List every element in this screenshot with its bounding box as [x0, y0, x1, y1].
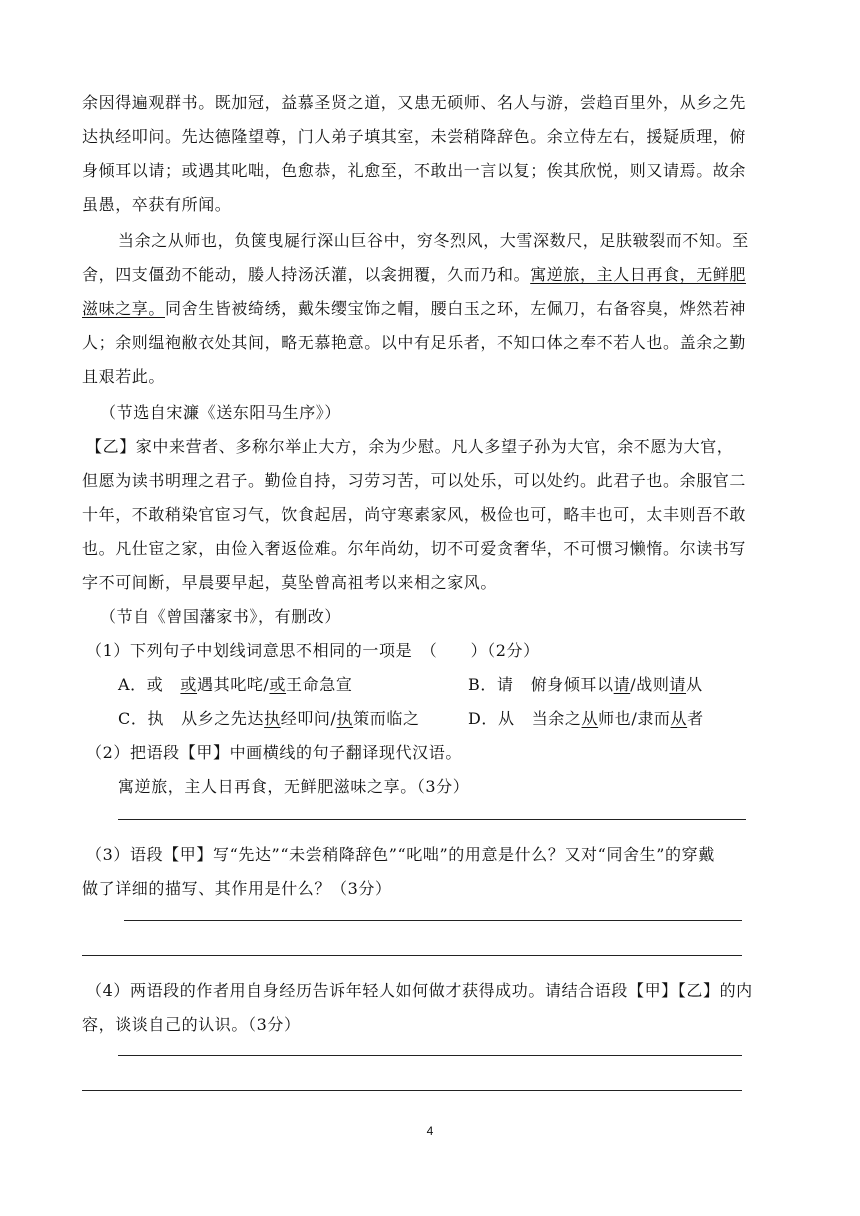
page-number: 4 — [426, 1124, 434, 1138]
passage-jia-line-3: 身倾耳以请；或遇其叱咄，色愈恭，礼愈至，不敢出一言以复；俟其欣悦，则又请焉。故余 — [82, 161, 747, 180]
passage-jia-line-8: 人；余则缊袍敝衣处其间，略无慕艳意。以中有足乐者，不知口体之奉不若人也。盖余之勤 — [82, 333, 747, 352]
passage-jia-line-5: 当余之从师也，负箧曳屣行深山巨谷中，穷冬烈风，大雪深数尺，足肤皲裂而不知。至 — [118, 231, 749, 250]
question-1-option-b — [468, 672, 703, 695]
option-d-underlined-2: 从 — [670, 709, 688, 728]
question-3-line-1: （3）语段【甲】写“先达”“未尝稍降辞色”“叱咄”的用意是什么？又对“同舍生”的穿戴 — [86, 845, 715, 864]
passage-jia-source: （节选自宋濂《送东阳马生序》） — [100, 403, 342, 422]
option-a-label: A．或 — [118, 675, 164, 694]
passage-jia-line-1: 余因得遍观群书。既加冠，益慕圣贤之道，又患无硕师、名人与游，尝趋百里外，从乡之先 — [82, 93, 747, 112]
option-a-underlined-2: 或 — [269, 675, 287, 694]
option-c-underlined-2: 执 — [336, 709, 354, 728]
option-b-label: B．请 — [468, 675, 514, 694]
answer-line-q2[interactable] — [118, 819, 746, 820]
passage-yi-source: （节自《曾国藩家书》，有删改） — [100, 607, 342, 626]
answer-line-q4-1[interactable] — [118, 1055, 742, 1056]
option-b-text-1: /战则 — [630, 675, 670, 694]
underlined-sentence-part-1: 寓逆旅，主人日再食，无鲜肥 — [530, 265, 747, 284]
option-b-underlined-1: 请 — [613, 675, 631, 694]
passage-jia-line-7-text: 同舍生皆被绮绣，戴朱缨宝饰之帽，腰白玉之环，左佩刀，右备容臭，烨然若神 — [165, 299, 747, 318]
passage-jia-line-7 — [82, 296, 746, 319]
passage-yi-line-5: 字不可间断，早晨要早起，莫坠曾高祖考以来相之家风。 — [82, 573, 498, 592]
question-4-line-1: （4）两语段的作者用自身经历告诉年轻人如何做才获得成功。请结合语段【甲】【乙】的内 — [86, 981, 753, 1000]
option-c-text-2: 策而临之 — [353, 709, 420, 728]
option-a-text-1: 遇其叱咤/ — [197, 675, 270, 694]
option-d-underlined-1: 从 — [581, 709, 599, 728]
passage-jia-line-6 — [82, 262, 746, 285]
answer-line-q4-2[interactable] — [82, 1090, 742, 1091]
passage-yi-line-4: 也。凡仕宦之家，由俭入奢返俭难。尔年尚幼，切不可爱贪奢华，不可惯习懒惰。尔读书写 — [82, 539, 747, 558]
answer-line-q3-1[interactable] — [124, 920, 742, 921]
option-a-underlined-1: 或 — [180, 675, 198, 694]
option-c-underlined-1: 执 — [264, 709, 281, 728]
option-b-text-0: 俯身倾耳以 — [530, 675, 614, 694]
option-b-underlined-2: 请 — [669, 675, 687, 694]
option-d-text-2: 者 — [687, 709, 704, 728]
passage-jia-line-4: 虽愚，卒获有所闻。 — [82, 195, 232, 214]
option-d-text-0: 当余之 — [531, 709, 582, 728]
question-1-option-a — [118, 672, 352, 695]
passage-yi-line-2: 但愿为读书明理之君子。勤俭自持，习劳习苦，可以处乐，可以处约。此君子也。余服官二 — [82, 471, 747, 490]
passage-yi-line-1: 【乙】家中来营者、多称尔举止大方，余为少慰。凡人多望子孙为大官，余不愿为大官， — [86, 437, 734, 456]
option-c-text-1: 经叩问/ — [280, 709, 337, 728]
option-a-text-2: 王命急宣 — [286, 675, 353, 694]
passage-jia-line-6-text: 舍，四支僵劲不能动，媵人持汤沃灌，以衾拥覆，久而乃和。 — [82, 265, 531, 284]
question-2-stem: （2）把语段【甲】中画横线的句子翻译现代汉语。 — [86, 743, 462, 762]
question-4-line-2: 容，谈谈自己的认识。（3分） — [82, 1015, 301, 1034]
passage-jia-line-9: 且艰若此。 — [82, 367, 166, 386]
question-1-stem: （1）下列句子中划线词意思不相同的一项是 （ ）（2分） — [86, 641, 540, 660]
passage-yi-line-3: 十年，不敢稍染官宦习气，饮食起居，尚守寒素家风，极俭也可，略丰也可，太丰则吾不敢 — [82, 505, 747, 524]
question-1-option-d — [468, 706, 704, 729]
question-3-line-2: 做了详细的描写、其作用是什么？（3分） — [82, 879, 392, 898]
option-b-text-2: 从 — [686, 675, 703, 694]
answer-line-q3-2[interactable] — [82, 955, 742, 956]
option-c-label: C．执 — [118, 709, 165, 728]
option-d-text-1: 师也/隶而 — [598, 709, 671, 728]
option-c-text-0: 从乡之先达 — [181, 709, 265, 728]
question-1-option-c — [118, 706, 420, 729]
option-d-label: D．从 — [468, 709, 515, 728]
question-2-sentence: 寓逆旅，主人日再食，无鲜肥滋味之享。（3分） — [118, 777, 470, 796]
passage-jia-line-2: 达执经叩问。先达德隆望尊，门人弟子填其室，未尝稍降辞色。余立侍左右，援疑质理，俯 — [82, 127, 747, 146]
underlined-sentence-part-2: 滋味之享。 — [82, 299, 166, 318]
